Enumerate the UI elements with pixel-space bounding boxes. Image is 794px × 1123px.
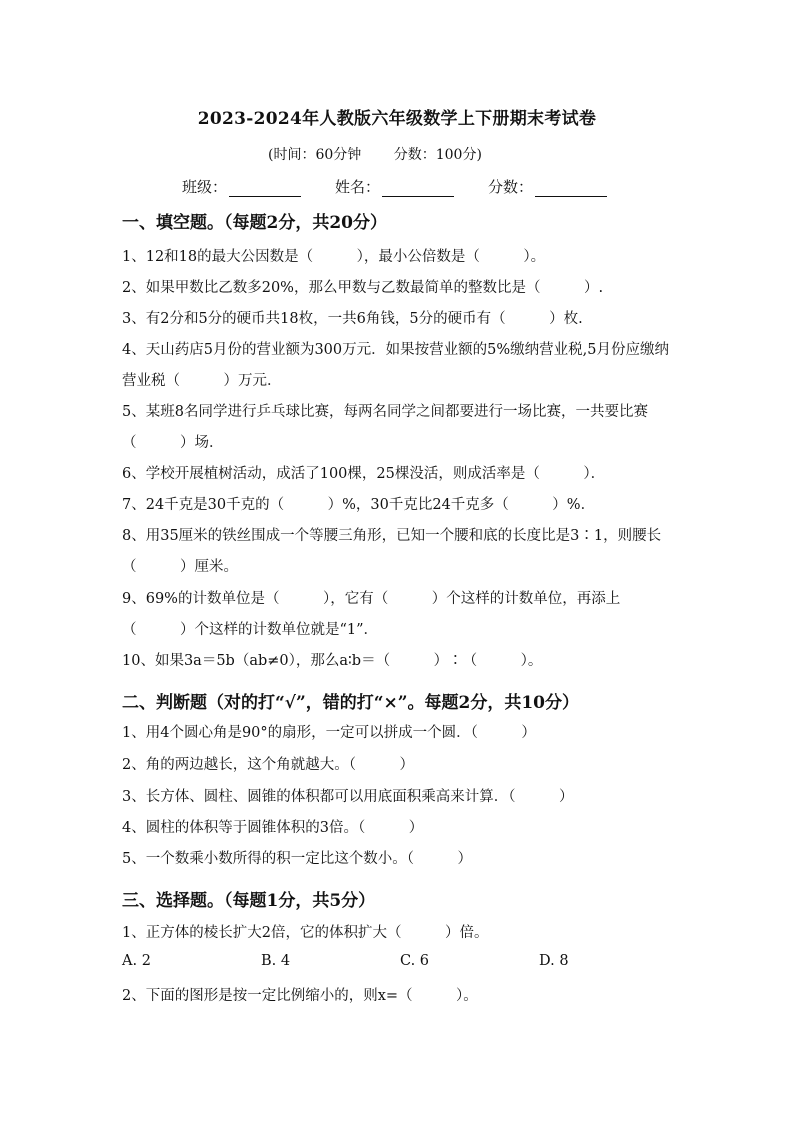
question: 3、长方体、圆柱、圆锥的体积都可以用底面积乘高来计算．（ ） <box>122 789 574 805</box>
exam-title: 2023-2024年人教版六年级数学上下册期末考试卷 <box>197 109 597 129</box>
student-info-row <box>182 176 641 197</box>
question: 10、如果3a＝5b（ab≠0），那么a∶b＝（ ）∶（ ）。 <box>122 653 543 669</box>
class-field <box>182 176 301 197</box>
question: 7、24千克是30千克的（ ）%，30千克比24千克多（ ）%． <box>122 497 596 513</box>
option-d: D. 8 <box>539 953 569 969</box>
class-blank <box>229 182 301 197</box>
question: 9、69%的计数单位是（ ），它有（ ）个这样的计数单位，再添上（ ）个这样的计数单位就是“1”． <box>122 591 621 638</box>
option-c: C. 6 <box>400 953 430 969</box>
exam-meta <box>268 144 482 164</box>
name-field <box>335 176 454 197</box>
question: 1、12和18的最大公因数是（ ），最小公倍数是（ ）。 <box>122 249 546 265</box>
question: 1、正方体的棱长扩大2倍，它的体积扩大（ ）倍。 <box>122 925 489 941</box>
question: 5、某班8名同学进行乒乓球比赛，每两名同学之间都要进行一场比赛，一共要比赛（ ）场． <box>122 404 648 451</box>
answer-options <box>122 953 678 969</box>
option-a: A. 2 <box>122 953 151 969</box>
question: 2、角的两边越长，这个角就越大。（ ） <box>122 757 414 773</box>
question: 6、学校开展植树活动，成活了100棵，25棵没活，则成活率是（ ）． <box>122 466 606 482</box>
score-label: 分数： <box>488 178 534 196</box>
name-label: 姓名： <box>335 178 381 196</box>
class-label: 班级： <box>182 178 228 196</box>
question: 3、有2分和5分的硬币共18枚，一共6角钱，5分的硬币有（ ）枚. <box>122 311 583 327</box>
option-b: B. 4 <box>261 953 291 969</box>
question: 2、下面的图形是按一定比例缩小的，则x=（ ）。 <box>122 988 478 1004</box>
score-blank <box>535 182 607 197</box>
section-heading-fill-blank: 一、填空题。（每题2分，共20分） <box>122 213 387 233</box>
name-blank <box>382 182 454 197</box>
section-heading-true-false: 二、判断题（对的打“√”，错的打“×”。每题2分，共10分） <box>122 693 580 713</box>
question: 8、用35厘米的铁丝围成一个等腰三角形，已知一个腰和底的长度比是3∶1，则腰长（ ）厘米。 <box>122 528 662 575</box>
question: 2、如果甲数比乙数多20%，那么甲数与乙数最简单的整数比是（ ）. <box>122 280 604 296</box>
exam-total-score: 分数：100分) <box>393 147 482 163</box>
score-field <box>488 176 607 197</box>
section-heading-multiple-choice: 三、选择题。（每题1分，共5分） <box>122 891 376 911</box>
exam-time: (时间：60分钟 <box>268 147 362 163</box>
question: 1、用4个圆心角是90°的扇形，一定可以拼成一个圆．（ ） <box>122 725 536 741</box>
question: 4、天山药店5月份的营业额为300万元．如果按营业额的5%缴纳营业税,5月份应缴纳营业税（ ）万元． <box>122 342 669 389</box>
question: 4、圆柱的体积等于圆锥体积的3倍。（ ） <box>122 820 424 836</box>
question: 5、一个数乘小数所得的积一定比这个数小。（ ） <box>122 851 472 867</box>
